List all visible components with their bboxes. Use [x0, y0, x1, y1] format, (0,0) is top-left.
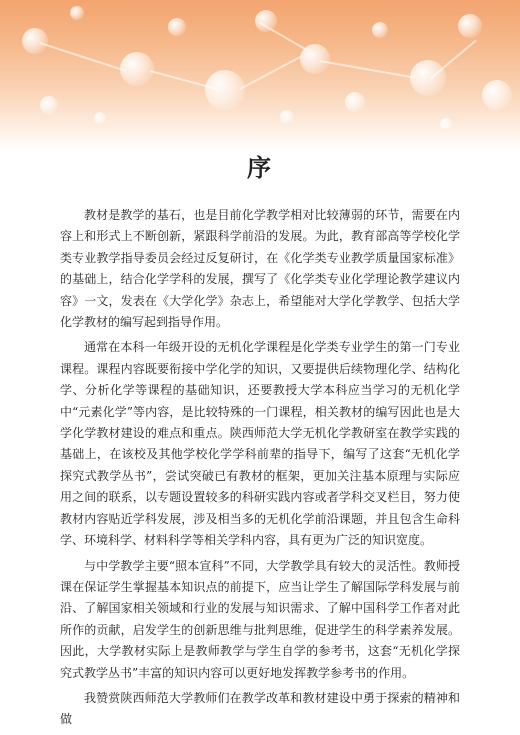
molecule-bond [320, 60, 414, 78]
paragraph: 教材是教学的基石，也是目前化学教学相对比较薄弱的环节，需要在内容上和形式上不断创新，紧跟科学前沿的发展。为此，教育部高等学校化学类专业教学指导委员会经过反复研讨，在《化学类专业教学质量国家标准》的基础上，结合化学学科的发展，撰写了《化学类专业化学理论教学建议内容》一文，发表在《大学化学》杂志上，希望能对大学化学教学、包括大学化学教材的编写起到指导作用。 [60, 208, 460, 330]
molecule-bubble [410, 60, 446, 96]
molecule-bond [40, 42, 126, 72]
molecule-bubble [280, 110, 294, 124]
molecule-bubble [458, 14, 482, 38]
molecule-bubble [168, 18, 186, 36]
paragraph: 与中学教学主要“照本宣科”不同，大学教学具有较大的灵活性。教师授课在保证学生掌握基本知识点的前提下，应当让学生了解国际学科发展与前沿、了解国家相关领域和行业的发展与知识需求、了解中国科学工作者对此所作的贡献，启发学生的创新思维与批判思维，促进学生的科学素养发展。因此，大学教材实际上是教师教学与学生自学的参考书，这套“无机化学探究式教学丛书”丰富的知识内容可以更好地发挥教学参考书的作用。 [60, 558, 460, 680]
page-title: 序 [247, 153, 273, 182]
molecule-bubble [40, 96, 58, 114]
molecule-bond [240, 55, 303, 90]
molecule-bubble [205, 70, 245, 110]
molecule-bubble [372, 22, 388, 38]
paragraph: 我赞赏陕西师范大学教师们在教学改革和教材建设中勇于探索的精神和做 [60, 690, 460, 727]
molecule-bond [429, 40, 476, 80]
molecule-bubble [345, 92, 365, 112]
molecule-bubble [70, 6, 84, 20]
molecule-bubble [255, 10, 277, 32]
header-banner [0, 0, 520, 150]
molecule-bubble [482, 80, 512, 110]
molecule-bubble [440, 118, 452, 130]
molecule-bubble [22, 28, 48, 54]
molecule-bubble [94, 112, 106, 124]
paragraph: 通常在本科一年级开设的无机化学课程是化学类专业学生的第一门专业课程。课程内容既要衔接中学化学的知识，又要提供后续物理化学、结构化学、分析化学等课程的基础知识，还要教授大学本科应当学习的无机化学中“元素化学”等内容，是比较特殊的一门课程，相关教材的编写因此也是大学化学教材建设的难点和重点。陕西师范大学无机化学教研室在教学实践的基础上，在该校及其他学校化学学科前辈的指导下，编写了这套“无机化学探究式教学丛书”，尝试突破已有教材的框架，更加关注基本原理与实际应用之间的联系，以专题设置较多的科研实践内容或者学科交叉栏目，努力使教材内容贴近学科发展，涉及相当多的无机化学前沿课题，并且包含生命科学、环境科学、材料科学等相关学科内容，具有更为广泛的知识宽度。 [60, 340, 460, 548]
molecule-bond [260, 22, 309, 51]
preface-body [60, 205, 460, 735]
